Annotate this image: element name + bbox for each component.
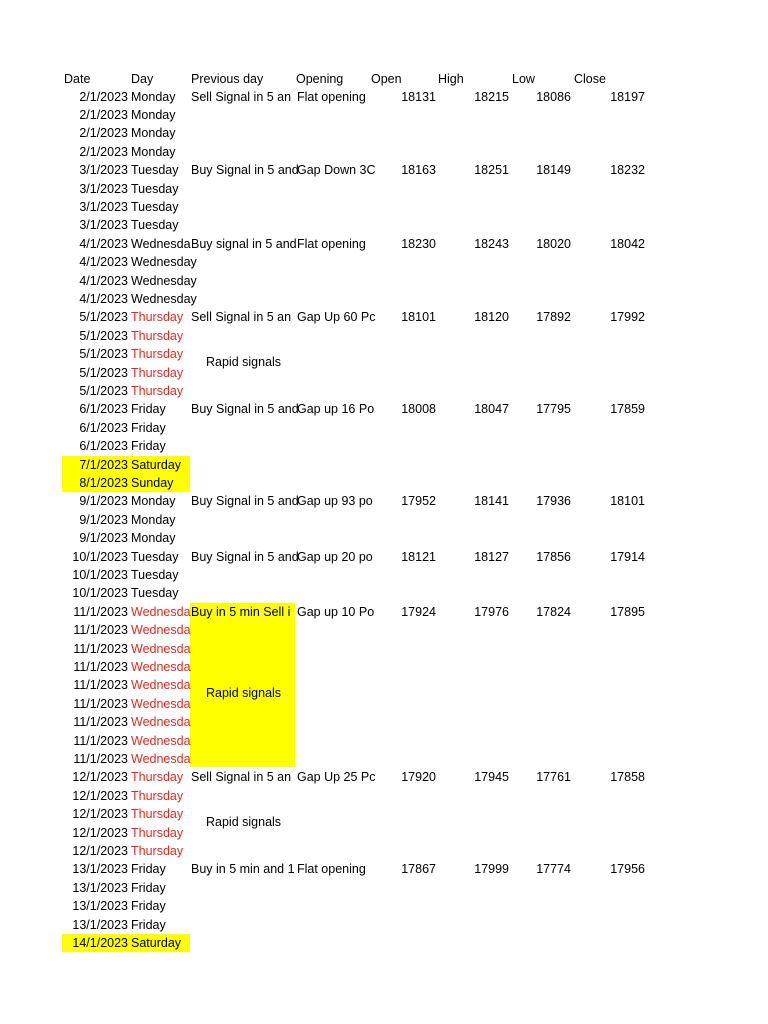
row-day: Wednesda [131,696,191,711]
row-day: Friday [131,917,166,932]
table-row [0,566,768,584]
table-row [0,161,768,179]
row-high: 17945 [474,770,509,785]
table-row [0,805,768,823]
row-day: Wednesda [131,733,191,748]
row-day: Thursday [131,770,184,785]
row-previous-day: Buy Signal in 5 and [191,549,299,564]
row-date: 13/1/2023 [72,917,128,932]
table-row [0,529,768,547]
row-date: 10/1/2023 [72,586,128,601]
row-open: 17867 [401,862,436,877]
table-row [0,621,768,639]
row-date: 11/1/2023 [73,696,128,711]
row-close: 17859 [610,402,645,417]
table-row [0,198,768,216]
table-row [0,124,768,142]
table-row [0,879,768,897]
row-opening: Gap Up 25 Pc [297,770,376,785]
table-row [0,603,768,621]
row-day: Tuesday [131,586,179,601]
row-date: 11/1/2023 [73,604,128,619]
row-day: Sunday [131,475,174,490]
rapid-signals-note: Rapid signals [206,686,282,700]
row-day: Wednesda [131,236,191,251]
row-day: Wednesda [131,604,191,619]
row-opening: Gap up 16 Po [297,402,375,417]
row-day: Monday [131,512,176,527]
table-row [0,787,768,805]
row-close: 18232 [610,163,645,178]
row-open: 18163 [401,163,436,178]
header-close: Close [574,72,606,86]
header-low: Low [512,72,535,86]
row-date: 11/1/2023 [73,659,128,674]
row-date: 6/1/2023 [79,402,128,417]
row-low: 17936 [536,494,571,509]
header-opening: Opening [296,72,344,86]
row-day: Friday [131,402,166,417]
row-date: 12/1/2023 [72,807,128,822]
table-row [0,327,768,345]
row-high: 18127 [474,549,509,564]
row-open: 18131 [401,89,436,104]
row-day: Thursday [131,365,184,380]
row-day: Tuesday [131,163,179,178]
row-day: Friday [131,880,166,895]
row-date: 5/1/2023 [79,347,128,362]
row-low: 18149 [536,163,571,178]
row-date: 13/1/2023 [72,899,128,914]
table-row [0,934,768,952]
table-row [0,732,768,750]
row-date: 2/1/2023 [79,107,128,122]
row-open: 17924 [401,604,436,619]
row-date: 3/1/2023 [79,199,128,214]
row-day: Wednesda [131,751,191,766]
row-open: 18230 [401,236,436,251]
row-day: Wednesday [131,255,197,270]
row-previous-day: Sell Signal in 5 an [191,310,292,325]
row-day: Tuesday [131,549,179,564]
row-day: Monday [131,107,176,122]
row-high: 17976 [474,604,509,619]
row-date: 3/1/2023 [79,181,128,196]
table-row [0,400,768,418]
table-row [0,272,768,290]
row-previous-day: Buy signal in 5 and [191,236,297,251]
row-close: 17992 [610,310,645,325]
row-day: Friday [131,420,166,435]
row-low: 18020 [536,236,571,251]
row-date: 4/1/2023 [79,255,128,270]
row-high: 18047 [474,402,509,417]
table-row [0,842,768,860]
row-day: Friday [131,899,166,914]
rapid-signals-note: Rapid signals [206,355,282,369]
row-day: Wednesday [131,291,197,306]
table-row [0,143,768,161]
row-day: Monday [131,144,176,159]
row-open: 17952 [401,494,436,509]
row-day: Tuesday [131,199,179,214]
header-day: Day [131,72,154,86]
row-close: 17895 [610,604,645,619]
row-date: 12/1/2023 [72,825,128,840]
table-row [0,548,768,566]
table-row [0,382,768,400]
row-date: 3/1/2023 [79,163,128,178]
row-date: 4/1/2023 [79,291,128,306]
row-date: 10/1/2023 [72,567,128,582]
row-date: 2/1/2023 [79,126,128,141]
row-close: 17858 [610,770,645,785]
table-row [0,860,768,878]
row-date: 13/1/2023 [72,862,128,877]
row-open: 18101 [401,310,436,325]
table-row [0,88,768,106]
row-opening: Gap up 10 Po [297,604,375,619]
row-opening: Gap up 20 po [297,549,373,564]
row-date: 5/1/2023 [79,365,128,380]
row-high: 18251 [474,163,509,178]
row-low: 18086 [536,89,571,104]
row-date: 8/1/2023 [79,475,128,490]
row-date: 12/1/2023 [72,770,128,785]
row-date: 11/1/2023 [73,715,128,730]
table-row [0,713,768,731]
row-high: 18215 [474,89,509,104]
header-date: Date [64,72,91,86]
row-day: Thursday [131,347,184,362]
row-high: 18141 [474,494,509,509]
table-row [0,419,768,437]
row-date: 14/1/2023 [72,935,128,950]
header-previous-day: Previous day [191,72,264,86]
row-opening: Gap Up 60 Pc [297,310,376,325]
row-date: 3/1/2023 [79,218,128,233]
table-row [0,474,768,492]
row-day: Thursday [131,825,184,840]
table-row [0,364,768,382]
row-day: Tuesday [131,218,179,233]
table-row [0,345,768,363]
table-row [0,897,768,915]
row-low: 17856 [536,549,571,564]
row-date: 6/1/2023 [79,420,128,435]
row-date: 12/1/2023 [72,843,128,858]
header-open: Open [371,72,402,86]
row-day: Friday [131,439,166,454]
row-opening: Flat opening [297,89,366,104]
table-row [0,584,768,602]
rapid-signals-note: Rapid signals [206,815,282,829]
row-day: Wednesday [131,273,197,288]
row-low: 17761 [536,770,571,785]
table-row [0,658,768,676]
row-date: 11/1/2023 [73,641,128,656]
table-row [0,824,768,842]
row-day: Thursday [131,328,184,343]
row-day: Monday [131,89,176,104]
row-previous-day: Buy in 5 min Sell i [191,604,291,619]
table-row [0,511,768,529]
row-low: 17892 [536,310,571,325]
row-day: Saturday [131,457,182,472]
row-date: 11/1/2023 [73,751,128,766]
row-previous-day: Sell Signal in 5 an [191,770,292,785]
row-open: 18008 [401,402,436,417]
row-opening: Flat opening [297,862,366,877]
table-row [0,492,768,510]
row-date: 6/1/2023 [79,439,128,454]
table-row [0,750,768,768]
row-date: 13/1/2023 [72,880,128,895]
row-day: Thursday [131,383,184,398]
table-row [0,253,768,271]
row-day: Thursday [131,843,184,858]
row-previous-day: Buy Signal in 5 and [191,494,299,509]
table-row [0,180,768,198]
row-day: Thursday [131,310,184,325]
row-opening: Gap Down 3C [297,163,376,178]
row-open: 17920 [401,770,436,785]
row-close: 18197 [610,89,645,104]
row-previous-day: Buy Signal in 5 and [191,402,299,417]
row-day: Monday [131,494,176,509]
table-row [0,437,768,455]
row-low: 17824 [536,604,571,619]
row-previous-day: Buy in 5 min and 1 [191,862,295,877]
table-row [0,106,768,124]
row-date: 11/1/2023 [73,623,128,638]
row-day: Friday [131,862,166,877]
row-day: Monday [131,531,176,546]
table-row [0,695,768,713]
table-row [0,216,768,234]
row-date: 4/1/2023 [79,236,128,251]
row-previous-day: Buy Signal in 5 and [191,163,299,178]
row-date: 11/1/2023 [73,733,128,748]
row-day: Tuesday [131,567,179,582]
table-row [0,456,768,474]
row-opening: Flat opening [297,236,366,251]
table-row [0,235,768,253]
row-day: Tuesday [131,181,179,196]
row-day: Wednesda [131,678,191,693]
row-high: 18243 [474,236,509,251]
table-row [0,676,768,694]
row-date: 10/1/2023 [72,549,128,564]
row-open: 18121 [401,549,436,564]
row-day: Thursday [131,788,184,803]
row-date: 7/1/2023 [79,457,128,472]
header-high: High [438,72,464,86]
row-close: 17956 [610,862,645,877]
row-low: 17795 [536,402,571,417]
row-high: 18120 [474,310,509,325]
row-date: 4/1/2023 [79,273,128,288]
row-close: 18101 [610,494,645,509]
table-row [0,290,768,308]
row-low: 17774 [536,862,571,877]
row-close: 17914 [610,549,645,564]
row-high: 17999 [474,862,509,877]
table-row [0,640,768,658]
row-previous-day: Sell Signal in 5 an [191,89,292,104]
row-date: 5/1/2023 [79,328,128,343]
row-day: Wednesda [131,715,191,730]
row-day: Monday [131,126,176,141]
table-row [0,768,768,786]
row-close: 18042 [610,236,645,251]
row-date: 2/1/2023 [79,144,128,159]
row-date: 5/1/2023 [79,383,128,398]
row-day: Wednesda [131,641,191,656]
row-date: 9/1/2023 [79,494,128,509]
row-date: 2/1/2023 [79,89,128,104]
table-row [0,916,768,934]
row-date: 5/1/2023 [79,310,128,325]
row-date: 11/1/2023 [73,678,128,693]
row-opening: Gap up 93 po [297,494,373,509]
row-date: 9/1/2023 [79,512,128,527]
row-day: Wednesda [131,659,191,674]
row-day: Thursday [131,807,184,822]
table-row [0,308,768,326]
row-date: 9/1/2023 [79,531,128,546]
row-date: 12/1/2023 [72,788,128,803]
row-day: Wednesda [131,623,191,638]
row-day: Saturday [131,935,182,950]
